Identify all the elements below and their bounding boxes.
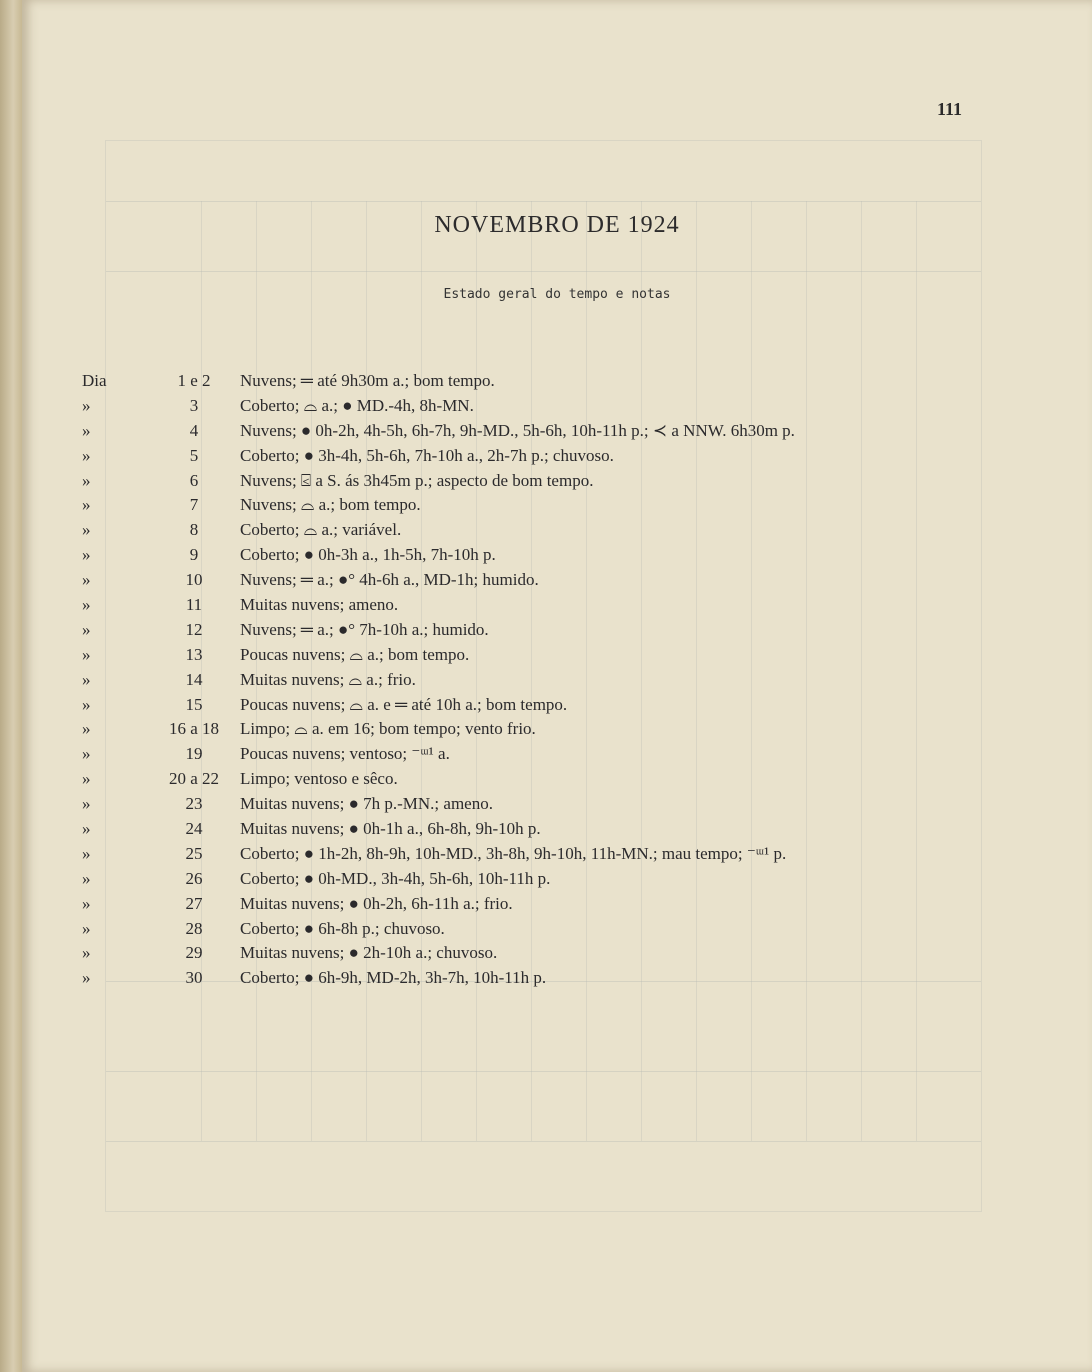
list-item — [82, 518, 1022, 543]
weather-note: Muitas nuvens; ● 7h p.-MN.; ameno. — [240, 794, 493, 814]
ditto-mark: » — [82, 495, 91, 515]
ditto-mark: » — [82, 570, 91, 590]
weather-note: Nuvens; ═ a.; ●° 4h-6h a., MD-1h; humido. — [240, 570, 539, 590]
day-number: 15 — [185, 694, 203, 714]
day-number: 11 — [185, 595, 203, 615]
day-number: 5 — [189, 445, 199, 465]
day-number: 14 — [185, 669, 203, 689]
ditto-mark: » — [82, 619, 91, 639]
weather-note: Limpo; ⌓ a. em 16; bom tempo; vento frio. — [240, 719, 536, 739]
list-item — [82, 717, 1022, 742]
day-number: 29 — [185, 943, 203, 963]
list-item — [82, 394, 1022, 419]
ditto-mark: » — [82, 669, 91, 689]
day-number: 23 — [185, 794, 203, 814]
weather-note: Nuvens; ● 0h-2h, 4h-5h, 6h-7h, 9h-MD., 5h-6h, 10h-11h p.; ≺ a NNW. 6h30m p. — [240, 420, 795, 440]
day-number: 7 — [189, 495, 199, 515]
list-item — [82, 618, 1022, 643]
day-number: 25 — [185, 843, 203, 863]
day-number: 19 — [185, 744, 203, 764]
ditto-mark: » — [82, 868, 91, 888]
day-number: 12 — [185, 619, 203, 639]
ditto-mark: » — [82, 420, 91, 440]
list-item — [82, 568, 1022, 593]
section-subtitle: Estado geral do tempo e notas — [443, 287, 671, 302]
list-item — [82, 817, 1022, 842]
weather-note: Poucas nuvens; ventoso; ⁻ᵚ¹ a. — [240, 744, 450, 764]
weather-note: Poucas nuvens; ⌓ a. e ═ até 10h a.; bom tempo. — [240, 694, 568, 714]
day-number: 26 — [185, 868, 203, 888]
weather-note: Coberto; ⌓ a.; ● MD.-4h, 8h-MN. — [240, 395, 474, 415]
day-number: 20 a 22 — [168, 769, 220, 789]
list-item — [82, 419, 1022, 444]
list-item — [82, 742, 1022, 767]
list-item — [82, 842, 1022, 867]
weather-notes-list — [82, 369, 1022, 991]
ditto-mark: » — [82, 744, 91, 764]
weather-note: Coberto; ● 6h-8h p.; chuvoso. — [240, 918, 445, 938]
day-number: 1 e 2 — [177, 371, 211, 390]
list-item — [82, 543, 1022, 568]
ditto-mark: » — [82, 719, 91, 739]
list-item — [82, 369, 1022, 394]
day-number: 8 — [189, 520, 199, 540]
document-page — [22, 0, 1092, 1372]
day-number: 30 — [185, 968, 203, 988]
day-number: 9 — [189, 545, 199, 565]
weather-note: Coberto; ● 0h-3h a., 1h-5h, 7h-10h p. — [240, 545, 496, 565]
weather-note: Nuvens; ═ a.; ●° 7h-10h a.; humido. — [240, 619, 489, 639]
book-spine-edge — [0, 0, 22, 1372]
weather-note: Muitas nuvens; ● 2h-10h a.; chuvoso. — [240, 943, 498, 963]
ditto-mark: » — [82, 520, 91, 540]
day-number: 4 — [189, 420, 199, 440]
list-item — [82, 469, 1022, 494]
list-item — [82, 767, 1022, 792]
day-number: 28 — [185, 918, 203, 938]
weather-note: Coberto; ● 0h-MD., 3h-4h, 5h-6h, 10h-11h p. — [240, 868, 551, 888]
weather-note: Muitas nuvens; ⌓ a.; frio. — [240, 669, 416, 689]
day-number: 27 — [185, 893, 203, 913]
page-title: NOVEMBRO DE 1924 — [434, 212, 680, 238]
list-item — [82, 917, 1022, 942]
ditto-mark: » — [82, 644, 91, 664]
list-item — [82, 493, 1022, 518]
weather-note: Coberto; ⌓ a.; variável. — [240, 520, 402, 540]
list-item — [82, 444, 1022, 469]
weather-note: Poucas nuvens; ⌓ a.; bom tempo. — [240, 644, 470, 664]
weather-note: Coberto; ● 1h-2h, 8h-9h, 10h-MD., 3h-8h, 9h-10h, 11h-MN.; mau tempo; ⁻ᵚ¹ p. — [240, 843, 787, 863]
day-number: 24 — [185, 819, 203, 839]
list-item — [82, 593, 1022, 618]
ditto-mark: » — [82, 943, 91, 963]
page-number: 111 — [936, 99, 962, 119]
ditto-mark: » — [82, 545, 91, 565]
day-number: 13 — [185, 644, 203, 664]
list-item — [82, 941, 1022, 966]
ditto-mark: » — [82, 595, 91, 615]
list-item — [82, 792, 1022, 817]
ditto-mark: » — [82, 794, 91, 814]
list-item — [82, 693, 1022, 718]
weather-note: Nuvens; ⍃ a S. ás 3h45m p.; aspecto de bom tempo. — [240, 470, 594, 490]
list-item — [82, 668, 1022, 693]
day-number: 3 — [189, 395, 199, 415]
ditto-mark: » — [82, 395, 91, 415]
ditto-mark: » — [82, 445, 91, 465]
ditto-mark: » — [82, 968, 91, 988]
ditto-mark: » — [82, 470, 91, 490]
ditto-mark: » — [82, 694, 91, 714]
ditto-mark: » — [82, 769, 91, 789]
weather-note: Nuvens; ⌓ a.; bom tempo. — [240, 495, 421, 515]
ditto-mark: » — [82, 819, 91, 839]
day-number: 10 — [185, 570, 203, 590]
ditto-mark: » — [82, 918, 91, 938]
weather-note: Coberto; ● 6h-9h, MD-2h, 3h-7h, 10h-11h p. — [240, 968, 547, 988]
list-item — [82, 966, 1022, 991]
list-item — [82, 892, 1022, 917]
weather-note: Nuvens; ═ até 9h30m a.; bom tempo. — [240, 371, 495, 390]
list-item — [82, 643, 1022, 668]
ditto-mark: » — [82, 893, 91, 913]
day-number: 6 — [189, 470, 199, 490]
weather-note: Limpo; ventoso e sêco. — [240, 769, 398, 789]
weather-note: Muitas nuvens; ● 0h-2h, 6h-11h a.; frio. — [240, 893, 513, 913]
day-number: 16 a 18 — [168, 719, 220, 739]
ditto-mark: Dia — [82, 371, 107, 390]
weather-note: Coberto; ● 3h-4h, 5h-6h, 7h-10h a., 2h-7h p.; chuvoso. — [240, 445, 614, 465]
weather-note: Muitas nuvens; ameno. — [240, 595, 399, 615]
weather-note: Muitas nuvens; ● 0h-1h a., 6h-8h, 9h-10h p. — [240, 819, 541, 839]
ditto-mark: » — [82, 843, 91, 863]
list-item — [82, 867, 1022, 892]
